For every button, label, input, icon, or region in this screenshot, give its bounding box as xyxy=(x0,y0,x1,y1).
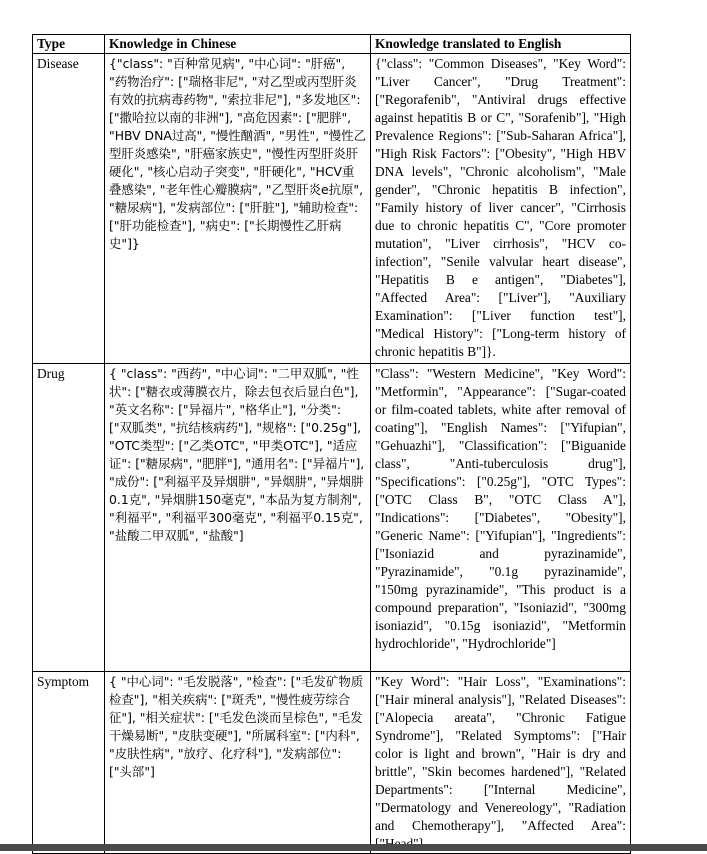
row-type: Drug xyxy=(33,364,105,672)
row-english: {"class": "Common Diseases", "Key Word": "Liver Cancer", "Drug Treatment": ["Regorafenib", "Antiviral drugs effective against hepatitis B or C", "Sorafenib"], "High Prevalence Regions": ["Sub-Saharan Africa"], "High Risk Factors": ["Obesity", "High HBV DNA levels", "Chronic alcoholism", "Male gender", "Chronic hepatitis B infection", "Family history of liver cancer", "Cirrhosis due to chronic hepatitis C", "Core promoter mutation", "Liver cirrhosis", "HCV co-infection", "Senile valvular heart disease", "Hepatitis B e antigen", "Diabetes"], "Affected Area": ["Liver"], "Auxiliary Examination": ["Liver function test"], "Medical History": ["Long-term history of chronic hepatitis B"]}. xyxy=(371,54,631,364)
row-english: "Key Word": "Hair Loss", "Examinations": ["Hair mineral analysis"], "Related Diseases": ["Alopecia areata", "Chronic Fatigue Syndrome"], "Related Symptoms": ["Hair color is light and brown", "Hair is dry and brittle", "Skin becomes hardened"], "Related Departments": ["Internal Medicine", "Dermatology and Venereology", "Radiation and Chemotherapy"], "Affected Area": xyxy=(371,672,631,854)
header-english: Knowledge translated to English xyxy=(371,35,631,54)
header-chinese: Knowledge in Chinese xyxy=(105,35,371,54)
row-type: Symptom xyxy=(33,672,105,854)
header-type: Type xyxy=(33,35,105,54)
page-bottom-bar xyxy=(0,844,707,851)
table-header-row xyxy=(33,35,631,54)
row-english: "Class": "Western Medicine", "Key Word": "Metformin", "Appearance": ["Sugar-coated or film-coated tablets, white after removal of coating"], "English Names": ["Yifupian", "Gehuazhi"], "Classification": ["Biguanide class", "Anti-tuberculosis drug"], "Specifications": ["0.25g"], "OTC Types": ["OTC Class B", "OTC Class A"], "Indications": ["Diabetes", "Obesity"], "Generic Name": ["Yifupian"], "Ingredients": ["Isoniazid and pyrazinamide", "Pyrazinamide", "0.1g pyrazinamide", "150mg pyrazinamide", "This product is a compound preparation", "Isoniazid", "300mg isoniazid", "0.15g isoniazid", "Metformin hydrochloride", "Hydrochloride"] xyxy=(371,364,631,672)
row-chinese: { "中心词": "毛发脱落", "检查": ["毛发矿物质检查"], "相关疾病": ["斑秃", "慢性疲劳综合征"], "相关症状": ["毛发色淡而呈棕色", "毛发干燥易断", "皮肤变硬"], "所属科室": ["内科", "皮肤性病", "放疗、化疗科"], "发病部位": ["头部"] xyxy=(105,672,371,854)
row-type: Disease xyxy=(33,54,105,364)
row-chinese: {"class": "百种常见病", "中心词": "肝癌", "药物治疗": ["瑞格非尼", "对乙型或丙型肝炎有效的抗病毒药物", "索拉非尼"], "多发地区": ["撒哈拉以南的非洲"], "高危因素": ["肥胖", "HBV DNA过高", "慢性酗酒", "男性", "慢性乙型肝炎感染", "肝癌家族史", "慢性丙型肝炎肝硬化", "核心启动子突变", "肝硬化", "HCV重叠感染", "老年性心瓣膜病", "乙型肝炎e抗原", "糖尿病"], "发病部位": ["肝脏"], "辅助检查": ["肝功能检查"], "病史": ["长期慢性乙肝病史"]} xyxy=(105,54,371,364)
table-row xyxy=(33,364,631,672)
table-row xyxy=(33,54,631,364)
table-row xyxy=(33,672,631,854)
row-chinese: { "class": "西药", "中心词": "二甲双胍", "性状": ["糖衣或薄膜衣片，除去包衣后显白色"], "英文名称": ["异福片", "格华止"], "分类": ["双胍类", "抗结核病药"], "规格": ["0.25g"], "OTC类型": ["乙类OTC", "甲类OTC"], "适应证": ["糖尿病", "肥胖"], "通用名": ["异福片"], "成份": ["利福平及异烟肼", "异烟肼", "异烟肼0.1克", "异烟肼150毫克", "本品为复方制剂", "利福平", "利福平300毫克", "利福平0.15克", "盐酸二甲双胍", "盐酸"] xyxy=(105,364,371,672)
knowledge-table xyxy=(32,34,631,854)
